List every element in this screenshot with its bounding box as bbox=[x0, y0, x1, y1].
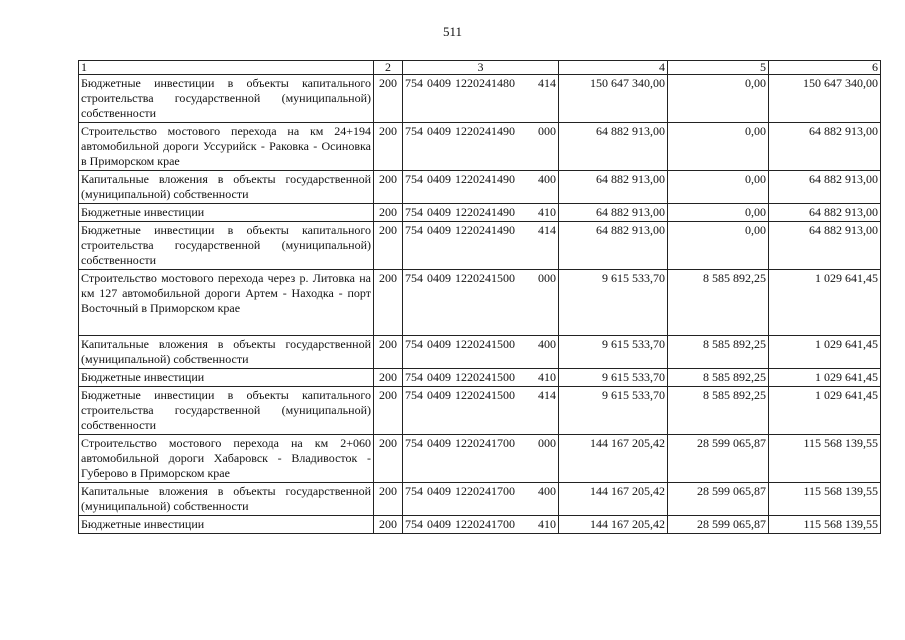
row-code: 754 0409 1220241490 bbox=[405, 124, 515, 138]
table-row bbox=[79, 435, 881, 483]
row-name: Капитальные вложения в объекты государственной (муниципальной) собственности bbox=[79, 171, 374, 204]
row-kvr: 410 bbox=[538, 370, 556, 384]
row-kvr: 000 bbox=[538, 271, 556, 285]
row-code-cell bbox=[403, 123, 559, 171]
header-col-4: 4 bbox=[559, 61, 668, 75]
row-value-6: 1 029 641,45 bbox=[769, 336, 881, 369]
row-value-6: 150 647 340,00 bbox=[769, 75, 881, 123]
row-value-5: 0,00 bbox=[668, 222, 769, 270]
table-row bbox=[79, 123, 881, 171]
row-code: 754 0409 1220241700 bbox=[405, 484, 515, 498]
row-value-4: 9 615 533,70 bbox=[559, 387, 668, 435]
row-code-cell bbox=[403, 435, 559, 483]
row-code-cell bbox=[403, 171, 559, 204]
row-value-5: 28 599 065,87 bbox=[668, 435, 769, 483]
row-code: 754 0409 1220241700 bbox=[405, 517, 515, 531]
row-name: Строительство мостового перехода на км 2+060 автомобильной дороги Хабаровск - Владивосток - Губерово в Приморском крае bbox=[79, 435, 374, 483]
row-name: Бюджетные инвестиции bbox=[79, 369, 374, 387]
row-col2: 200 bbox=[374, 75, 403, 123]
table-header-row bbox=[79, 61, 881, 75]
row-col2: 200 bbox=[374, 222, 403, 270]
row-code-cell bbox=[403, 336, 559, 369]
row-col2: 200 bbox=[374, 171, 403, 204]
table-row bbox=[79, 387, 881, 435]
row-value-4: 144 167 205,42 bbox=[559, 435, 668, 483]
row-value-4: 64 882 913,00 bbox=[559, 123, 668, 171]
row-value-4: 9 615 533,70 bbox=[559, 369, 668, 387]
row-value-5: 0,00 bbox=[668, 123, 769, 171]
budget-table bbox=[78, 60, 881, 534]
row-value-5: 28 599 065,87 bbox=[668, 516, 769, 534]
row-value-6: 115 568 139,55 bbox=[769, 516, 881, 534]
row-code: 754 0409 1220241490 bbox=[405, 172, 515, 186]
row-name: Бюджетные инвестиции в объекты капитального строительства государственной (муниципальной) собственности bbox=[79, 387, 374, 435]
row-name: Бюджетные инвестиции в объекты капитального строительства государственной (муниципальной) собственности bbox=[79, 222, 374, 270]
header-col-6: 6 bbox=[769, 61, 881, 75]
table-row bbox=[79, 171, 881, 204]
row-value-6: 1 029 641,45 bbox=[769, 369, 881, 387]
row-code: 754 0409 1220241490 bbox=[405, 223, 515, 237]
row-code: 754 0409 1220241500 bbox=[405, 271, 515, 285]
row-value-4: 144 167 205,42 bbox=[559, 483, 668, 516]
row-name: Капитальные вложения в объекты государственной (муниципальной) собственности bbox=[79, 483, 374, 516]
row-kvr: 400 bbox=[538, 484, 556, 498]
row-value-4: 150 647 340,00 bbox=[559, 75, 668, 123]
row-code: 754 0409 1220241700 bbox=[405, 436, 515, 450]
row-value-5: 0,00 bbox=[668, 75, 769, 123]
row-col2: 200 bbox=[374, 204, 403, 222]
row-kvr: 414 bbox=[538, 388, 556, 402]
row-value-5: 8 585 892,25 bbox=[668, 270, 769, 336]
row-code: 754 0409 1220241500 bbox=[405, 337, 515, 351]
row-kvr: 410 bbox=[538, 205, 556, 219]
row-value-6: 1 029 641,45 bbox=[769, 270, 881, 336]
row-col2: 200 bbox=[374, 336, 403, 369]
row-value-5: 8 585 892,25 bbox=[668, 336, 769, 369]
row-col2: 200 bbox=[374, 369, 403, 387]
row-value-5: 8 585 892,25 bbox=[668, 369, 769, 387]
row-code: 754 0409 1220241480 bbox=[405, 76, 515, 90]
row-kvr: 400 bbox=[538, 337, 556, 351]
row-value-5: 28 599 065,87 bbox=[668, 483, 769, 516]
header-col-2: 2 bbox=[374, 61, 403, 75]
table-row bbox=[79, 516, 881, 534]
table-row bbox=[79, 336, 881, 369]
row-value-4: 64 882 913,00 bbox=[559, 204, 668, 222]
row-kvr: 414 bbox=[538, 76, 556, 90]
row-value-6: 64 882 913,00 bbox=[769, 204, 881, 222]
row-code: 754 0409 1220241500 bbox=[405, 388, 515, 402]
row-kvr: 400 bbox=[538, 172, 556, 186]
table-row bbox=[79, 75, 881, 123]
page-number: 511 bbox=[442, 24, 463, 39]
row-value-6: 115 568 139,55 bbox=[769, 483, 881, 516]
row-value-4: 9 615 533,70 bbox=[559, 270, 668, 336]
header-col-5: 5 bbox=[668, 61, 769, 75]
row-col2: 200 bbox=[374, 483, 403, 516]
row-value-6: 64 882 913,00 bbox=[769, 222, 881, 270]
row-code: 754 0409 1220241500 bbox=[405, 370, 515, 384]
row-name: Бюджетные инвестиции в объекты капитального строительства государственной (муниципальной) собственности bbox=[79, 75, 374, 123]
row-value-5: 0,00 bbox=[668, 171, 769, 204]
row-name: Бюджетные инвестиции bbox=[79, 516, 374, 534]
row-value-6: 1 029 641,45 bbox=[769, 387, 881, 435]
row-value-6: 64 882 913,00 bbox=[769, 171, 881, 204]
row-value-4: 64 882 913,00 bbox=[559, 171, 668, 204]
row-value-5: 8 585 892,25 bbox=[668, 387, 769, 435]
table-row bbox=[79, 369, 881, 387]
table-row bbox=[79, 204, 881, 222]
row-code-cell bbox=[403, 75, 559, 123]
row-kvr: 000 bbox=[538, 124, 556, 138]
row-name: Капитальные вложения в объекты государственной (муниципальной) собственности bbox=[79, 336, 374, 369]
row-kvr: 000 bbox=[538, 436, 556, 450]
row-value-4: 9 615 533,70 bbox=[559, 336, 668, 369]
row-code-cell bbox=[403, 516, 559, 534]
row-col2: 200 bbox=[374, 123, 403, 171]
table-row bbox=[79, 222, 881, 270]
header-col-3: 3 bbox=[403, 61, 559, 75]
row-value-6: 115 568 139,55 bbox=[769, 435, 881, 483]
table-row bbox=[79, 483, 881, 516]
row-code-cell bbox=[403, 483, 559, 516]
header-col-1: 1 bbox=[79, 61, 374, 75]
row-value-5: 0,00 bbox=[668, 204, 769, 222]
row-code-cell bbox=[403, 387, 559, 435]
row-name: Строительство мостового перехода через р. Литовка на км 127 автомобильной дороги Артем - Находка - порт Восточный в Приморском крае bbox=[79, 270, 374, 336]
row-value-4: 144 167 205,42 bbox=[559, 516, 668, 534]
row-code-cell bbox=[403, 204, 559, 222]
row-col2: 200 bbox=[374, 270, 403, 336]
row-kvr: 414 bbox=[538, 223, 556, 237]
row-kvr: 410 bbox=[538, 517, 556, 531]
row-code-cell bbox=[403, 222, 559, 270]
row-col2: 200 bbox=[374, 435, 403, 483]
row-code-cell bbox=[403, 270, 559, 336]
row-name: Бюджетные инвестиции bbox=[79, 204, 374, 222]
table-row bbox=[79, 270, 881, 336]
row-value-6: 64 882 913,00 bbox=[769, 123, 881, 171]
row-code: 754 0409 1220241490 bbox=[405, 205, 515, 219]
row-col2: 200 bbox=[374, 387, 403, 435]
row-code-cell bbox=[403, 369, 559, 387]
row-value-4: 64 882 913,00 bbox=[559, 222, 668, 270]
row-name: Строительство мостового перехода на км 24+194 автомобильной дороги Уссурийск - Раковка - Осиновка в Приморском крае bbox=[79, 123, 374, 171]
row-col2: 200 bbox=[374, 516, 403, 534]
